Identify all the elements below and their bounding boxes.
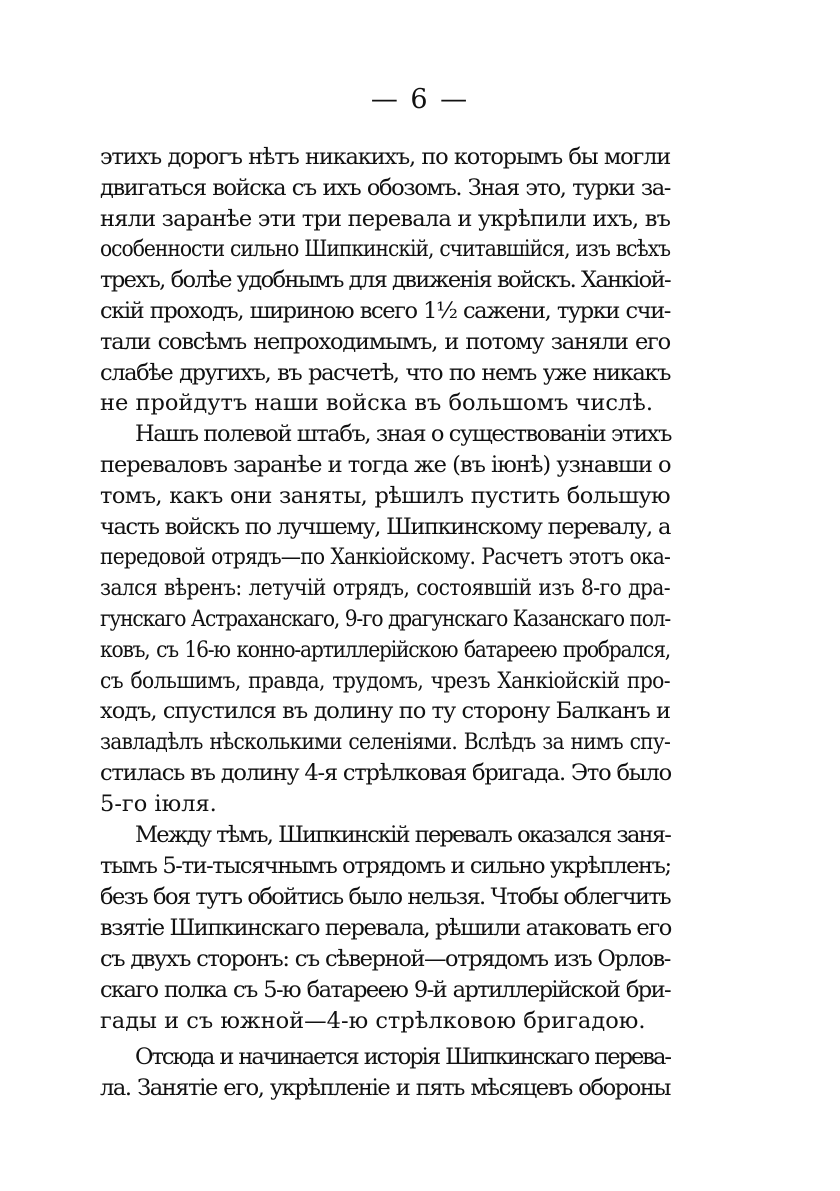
text-line: взятіе Шипкинскаго перевала, рѣшили атаковать его [100,915,671,941]
text-line: особенности сильно Шипкинскій, считавшійся, изъ всѣхъ [100,236,670,262]
text-line: гунскаго Астраханскаго, 9-го драгунскаго Казанскаго пол- [100,606,670,632]
text-line: ковъ, съ 16-ю конно-артиллерійскою батареею пробрался, [100,637,670,663]
text-line: часть войскъ по лучшему, Шипкинскому перевалу, а [100,514,670,540]
text-line: тымъ 5-ти-тысячнымъ отрядомъ и сильно укрѣпленъ; [100,853,671,879]
text-line: ла. Занятіе его, укрѣпленіе и пять мѣсяцевъ обороны [100,1075,670,1101]
text-line: съ большимъ, правда, трудомъ, чрезъ Ханкіойскій про- [100,668,670,694]
text-line: передовой отрядъ—по Ханкіойскому. Расчетъ этотъ ока- [100,544,670,570]
text-line: скій проходъ, шириною всего 1½ сажени, турки счи- [100,298,670,324]
text-line: няли заранѣе эти три перевала и укрѣпили ихъ, въ [100,206,671,232]
text-line: безъ боя тутъ обойтись было нельзя. Чтобы облегчить [100,884,670,910]
text-line: 5-го іюля. [100,791,217,817]
text-line: съ двухъ сторонъ: съ сѣверной—отрядомъ изъ Орлов- [100,946,670,972]
text-line: этихъ дорогъ нѣтъ никакихъ, по которымъ бы могли [100,144,670,170]
text-line: тали совсѣмъ непроходимымъ, и потому заняли его [100,329,670,355]
text-line: гады и съ южной—4-ю стрѣлковою бригадою. [100,1008,646,1034]
text-line: завладѣлъ нѣсколькими селеніями. Вслѣдъ за нимъ спу- [100,729,670,755]
page-number: — 6 — [370,84,470,115]
text-line: переваловъ заранѣе и тогда же (въ іюнѣ) узнавши о [100,452,671,478]
text-line: зался вѣренъ: летучій отрядъ, состоявшій изъ 8-го дра- [100,575,670,601]
text-line: Нашъ полевой штабъ, зная о существованіи этихъ [135,421,672,447]
text-line: стилась въ долину 4-я стрѣлковая бригада. Это было [100,760,671,786]
text-line: трехъ, болѣе удобнымъ для движенія войскъ. Ханкіой- [100,267,670,293]
text-line: не пройдутъ наши войска въ большомъ числѣ. [100,390,654,416]
text-line: слабѣе другихъ, въ расчетѣ, что по немъ уже никакъ [100,360,670,386]
text-line: ходъ, спустился въ долину по ту сторону Балканъ и [100,698,670,724]
text-line: Между тѣмъ, Шипкинскій перевалъ оказался заня- [135,822,670,848]
text-line: Отсюда и начинается исторія Шипкинскаго перева- [135,1044,670,1070]
text-line: двигаться войска съ ихъ обозомъ. Зная это, турки за- [100,175,670,201]
text-line: скаго полка съ 5-ю батареею 9-й артиллерійской бри- [100,977,670,1003]
text-line: томъ, какъ они заняты, рѣшилъ пустить большую [100,483,670,509]
